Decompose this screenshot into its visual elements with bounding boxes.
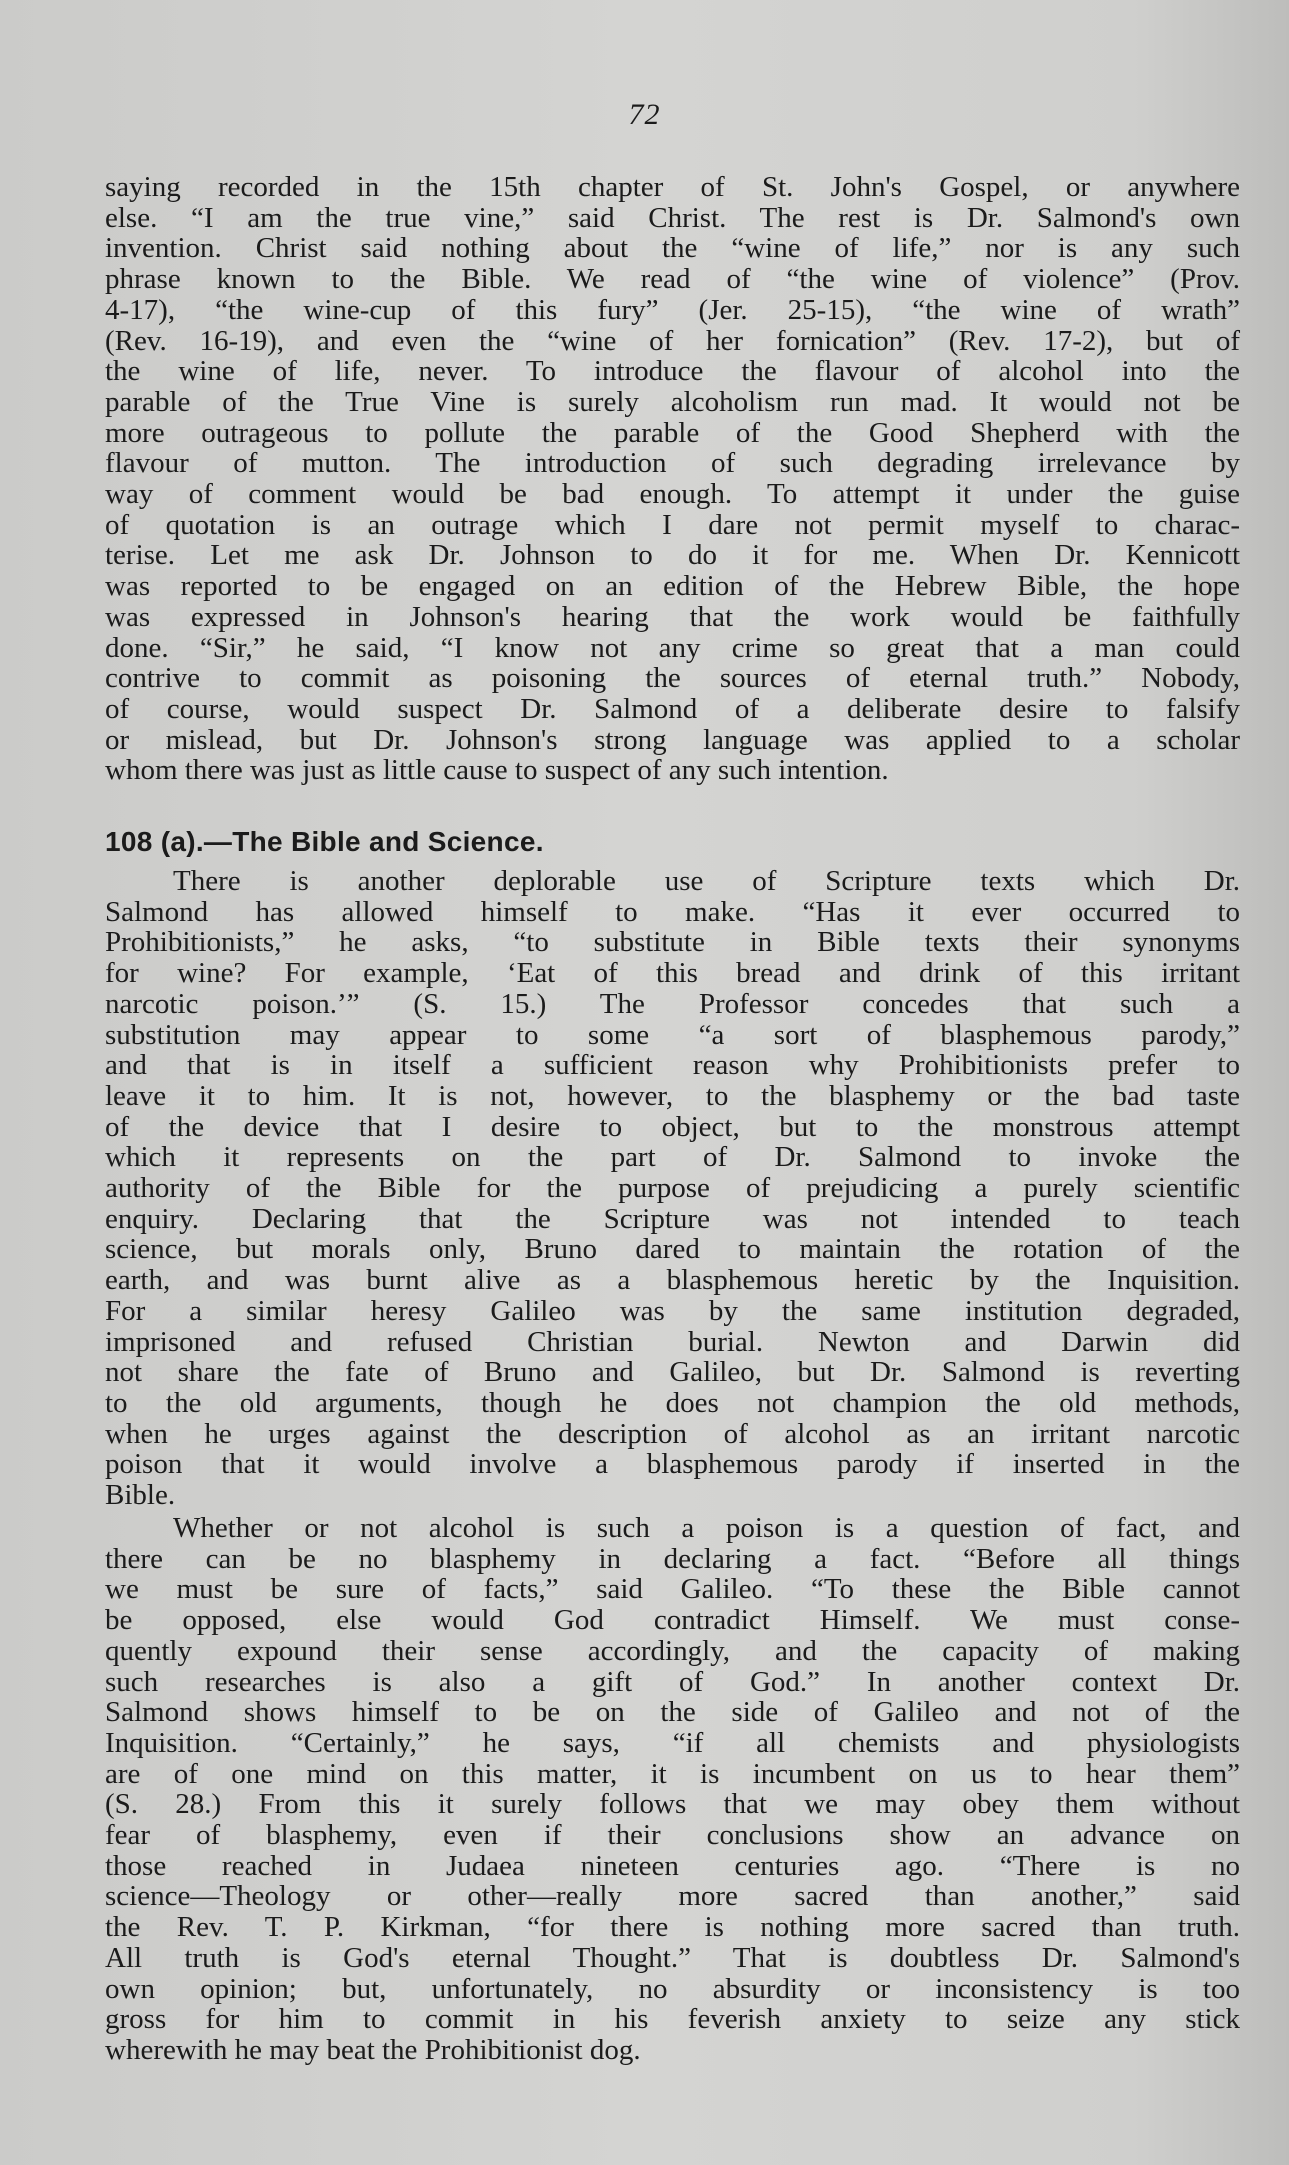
section-heading: 108 (a).—The Bible and Science.	[105, 826, 544, 857]
text-line: else. “I am the true vine,” said Christ. The rest is Dr. Salmond's own	[105, 201, 1240, 234]
page-number: 72	[628, 98, 661, 131]
text-line: those reached in Judaea nineteen centuries ago. “There is no	[105, 1849, 1240, 1882]
text-line: enquiry. Declaring that the Scripture was not intended to teach	[105, 1202, 1240, 1235]
text-line: of the device that I desire to object, but to the monstrous attempt	[105, 1110, 1240, 1143]
text-line: phrase known to the Bible. We read of “the wine of violence” (Prov.	[105, 263, 1240, 296]
text-line: way of comment would be bad enough. To attempt it under the guise	[105, 478, 1240, 511]
text-line: are of one mind on this matter, it is incumbent on us to hear them”	[105, 1757, 1240, 1790]
text-line: For a similar heresy Galileo was by the same institution degraded,	[105, 1294, 1240, 1327]
text-line: substitution may appear to some “a sort of blasphemous parody,”	[105, 1018, 1240, 1051]
text-line: when he urges against the description of alcohol as an irritant narcotic	[105, 1417, 1240, 1450]
text-line: science, but morals only, Bruno dared to maintain the rotation of the	[105, 1233, 1240, 1266]
text-line: invention. Christ said nothing about the “wine of life,” nor is any such	[105, 232, 1240, 265]
text-line: science—Theology or other—really more sacred than another,” said	[105, 1880, 1240, 1913]
text-line: Whether or not alcohol is such a poison is a question of fact, and	[173, 1512, 1240, 1544]
text-line: Salmond shows himself to be on the side of Galileo and not of the	[105, 1696, 1240, 1729]
text-line: the wine of life, never. To introduce the flavour of alcohol into the	[105, 355, 1240, 388]
text-line: be opposed, else would God contradict Himself. We must conse-	[105, 1604, 1240, 1637]
text-line: of course, would suspect Dr. Salmond of a deliberate desire to falsify	[105, 692, 1240, 725]
text-line: such researches is also a gift of God.” In another context Dr.	[105, 1665, 1240, 1698]
text-line: 4-17), “the wine-cup of this fury” (Jer. 25-15), “the wine of wrath”	[105, 293, 1240, 326]
text-line: quently expound their sense accordingly, and the capacity of making	[105, 1634, 1240, 1667]
text-line: Salmond has allowed himself to make. “Has it ever occurred to	[105, 895, 1240, 928]
text-line: own opinion; but, unfortunately, no absurdity or inconsistency is too	[105, 1972, 1240, 2005]
text-line: or mislead, but Dr. Johnson's strong language was applied to a scholar	[105, 723, 1240, 756]
paragraph-2	[105, 866, 1240, 1511]
text-line: we must be sure of facts,” said Galileo. “To these the Bible cannot	[105, 1573, 1240, 1606]
paragraph-1	[105, 172, 1240, 786]
text-line: imprisoned and refused Christian burial. Newton and Darwin did	[105, 1325, 1240, 1358]
text-line: Prohibitionists,” he asks, “to substitute in Bible texts their synonyms	[105, 926, 1240, 959]
text-line: was reported to be engaged on an edition of the Hebrew Bible, the hope	[105, 570, 1240, 603]
text-line: contrive to commit as poisoning the sources of eternal truth.” Nobody,	[105, 662, 1240, 695]
text-line: was expressed in Johnson's hearing that the work would be faithfully	[105, 600, 1240, 633]
text-line: which it represents on the part of Dr. Salmond to invoke the	[105, 1141, 1240, 1174]
text-line: earth, and was burnt alive as a blasphemous heretic by the Inquisition.	[105, 1264, 1240, 1297]
text-line: of quotation is an outrage which I dare not permit myself to charac-	[105, 508, 1240, 541]
text-line: (S. 28.) From this it surely follows that we may obey them without	[105, 1788, 1240, 1821]
text-line: flavour of mutton. The introduction of such degrading irrelevance by	[105, 447, 1240, 480]
text-line: authority of the Bible for the purpose of prejudicing a purely scientific	[105, 1172, 1240, 1205]
text-line: there can be no blasphemy in declaring a fact. “Before all things	[105, 1542, 1240, 1575]
text-line: There is another deplorable use of Scripture texts which Dr.	[173, 865, 1240, 897]
text-line: whom there was just as little cause to suspect of any such intention.	[105, 754, 889, 787]
text-line: for wine? For example, ‘Eat of this bread and drink of this irritant	[105, 957, 1240, 990]
text-line: poison that it would involve a blasphemous parody if inserted in the	[105, 1448, 1240, 1481]
text-line: done. “Sir,” he said, “I know not any crime so great that a man could	[105, 631, 1240, 664]
text-line: (Rev. 16-19), and even the “wine of her fornication” (Rev. 17-2), but of	[105, 324, 1240, 357]
text-line: not share the fate of Bruno and Galileo, but Dr. Salmond is reverting	[105, 1356, 1240, 1389]
text-line: the Rev. T. P. Kirkman, “for there is nothing more sacred than truth.	[105, 1911, 1240, 1944]
text-line: parable of the True Vine is surely alcoholism run mad. It would not be	[105, 385, 1240, 418]
text-line: Bible.	[105, 1479, 176, 1512]
text-line: Inquisition. “Certainly,” he says, “if all chemists and physiologists	[105, 1726, 1240, 1759]
text-line: gross for him to commit in his feverish anxiety to seize any stick	[105, 2003, 1240, 2036]
text-line: to the old arguments, though he does not champion the old methods,	[105, 1386, 1240, 1419]
text-line: more outrageous to pollute the parable of the Good Shepherd with the	[105, 416, 1240, 449]
text-line: terise. Let me ask Dr. Johnson to do it for me. When Dr. Kennicott	[105, 539, 1240, 572]
paragraph-3	[105, 1513, 1240, 2066]
text-line: leave it to him. It is not, however, to the blasphemy or the bad taste	[105, 1079, 1240, 1112]
text-line: narcotic poison.’” (S. 15.) The Professor concedes that such a	[105, 987, 1240, 1020]
text-line: All truth is God's eternal Thought.” That is doubtless Dr. Salmond's	[105, 1941, 1240, 1974]
text-line: saying recorded in the 15th chapter of St. John's Gospel, or anywhere	[105, 171, 1240, 203]
text-line: wherewith he may beat the Prohibitionist dog.	[105, 2033, 641, 2066]
text-line: fear of blasphemy, even if their conclusions show an advance on	[105, 1819, 1240, 1852]
text-line: and that is in itself a sufficient reason why Prohibitionists prefer to	[105, 1049, 1240, 1082]
